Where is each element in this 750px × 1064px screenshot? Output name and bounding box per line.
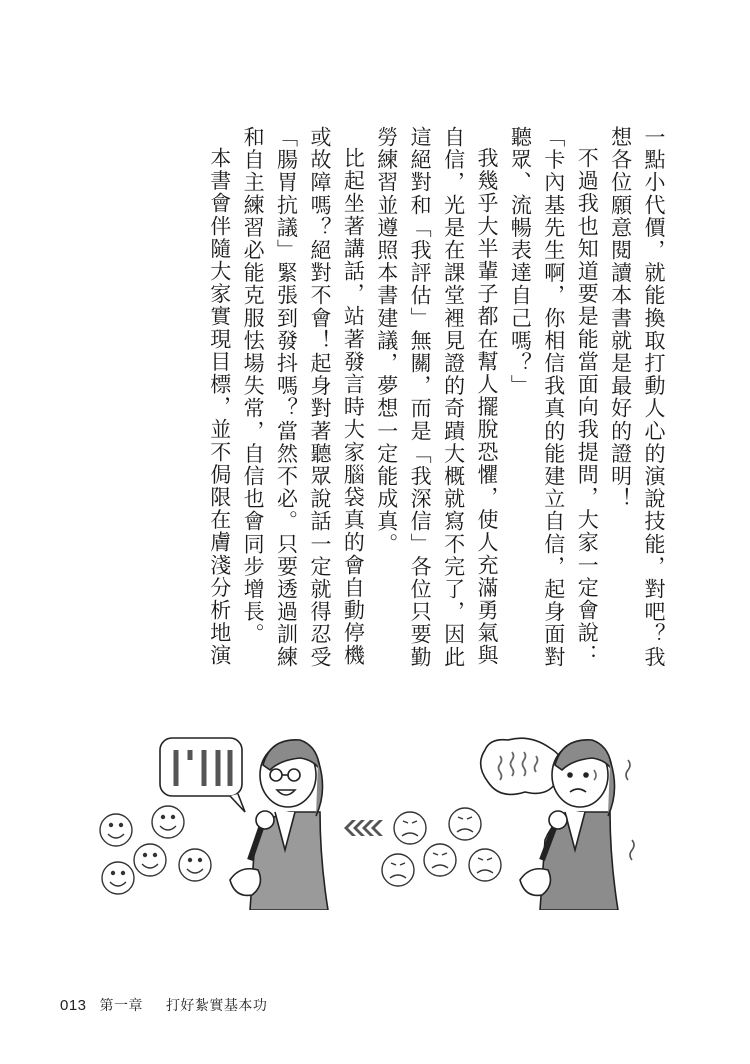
triple-chevron-left-icon bbox=[344, 820, 383, 836]
microphone-icon bbox=[256, 811, 274, 829]
worried-audience bbox=[382, 808, 501, 886]
paragraph-2: 不過我也知道要是能當面向我提問，大家一定會說：「卡內基先生啊，你相信我真的能建立自信，起身面對聽眾、流暢表達自己嗎？」 bbox=[508, 126, 600, 669]
paragraph-3: 我幾乎大半輩子都在幫人擺脫恐懼，使人充滿勇氣與自信，光是在課堂裡見證的奇蹟大概就寫不完了，因此這絕對和「我評估」無關，而是「我深信」各位只要勤勞練習並遵照本書建議，夢想一定能成真。 bbox=[374, 126, 499, 669]
confident-vs-nervous-speaker-illustration bbox=[80, 720, 680, 910]
page-number: 013 bbox=[60, 997, 87, 1014]
body-text bbox=[70, 126, 670, 686]
confident-speaker-scene bbox=[160, 738, 328, 910]
chapter-title: 打好紮實基本功 bbox=[165, 998, 268, 1014]
nervous-microphone-icon bbox=[549, 811, 567, 829]
page-footer bbox=[60, 995, 267, 1015]
paragraph-5: 本書會伴隨大家實現目標，並不侷限在膚淺分析地演 bbox=[207, 147, 232, 667]
paragraph-1: 一點小代價，就能換取打動人心的演說技能，對吧？我想各位願意閱讀本書就是最好的證明！ bbox=[608, 126, 666, 669]
smiling-audience bbox=[100, 806, 211, 894]
chapter-label: 第一章 bbox=[99, 998, 143, 1014]
nervous-speaker-scene bbox=[481, 738, 634, 910]
nervous-speech-bubble bbox=[481, 738, 563, 794]
paragraph-4: 比起坐著講話，站著發言時大家腦袋真的會自動停機或故障嗎？絕對不會！起身對著聽眾說話一定就得忍受「腸胃抗議」緊張到發抖嗎？當然不必。只要透過訓練和自主練習必能克服怯場失常，自信也會同步增長。 bbox=[241, 126, 366, 669]
